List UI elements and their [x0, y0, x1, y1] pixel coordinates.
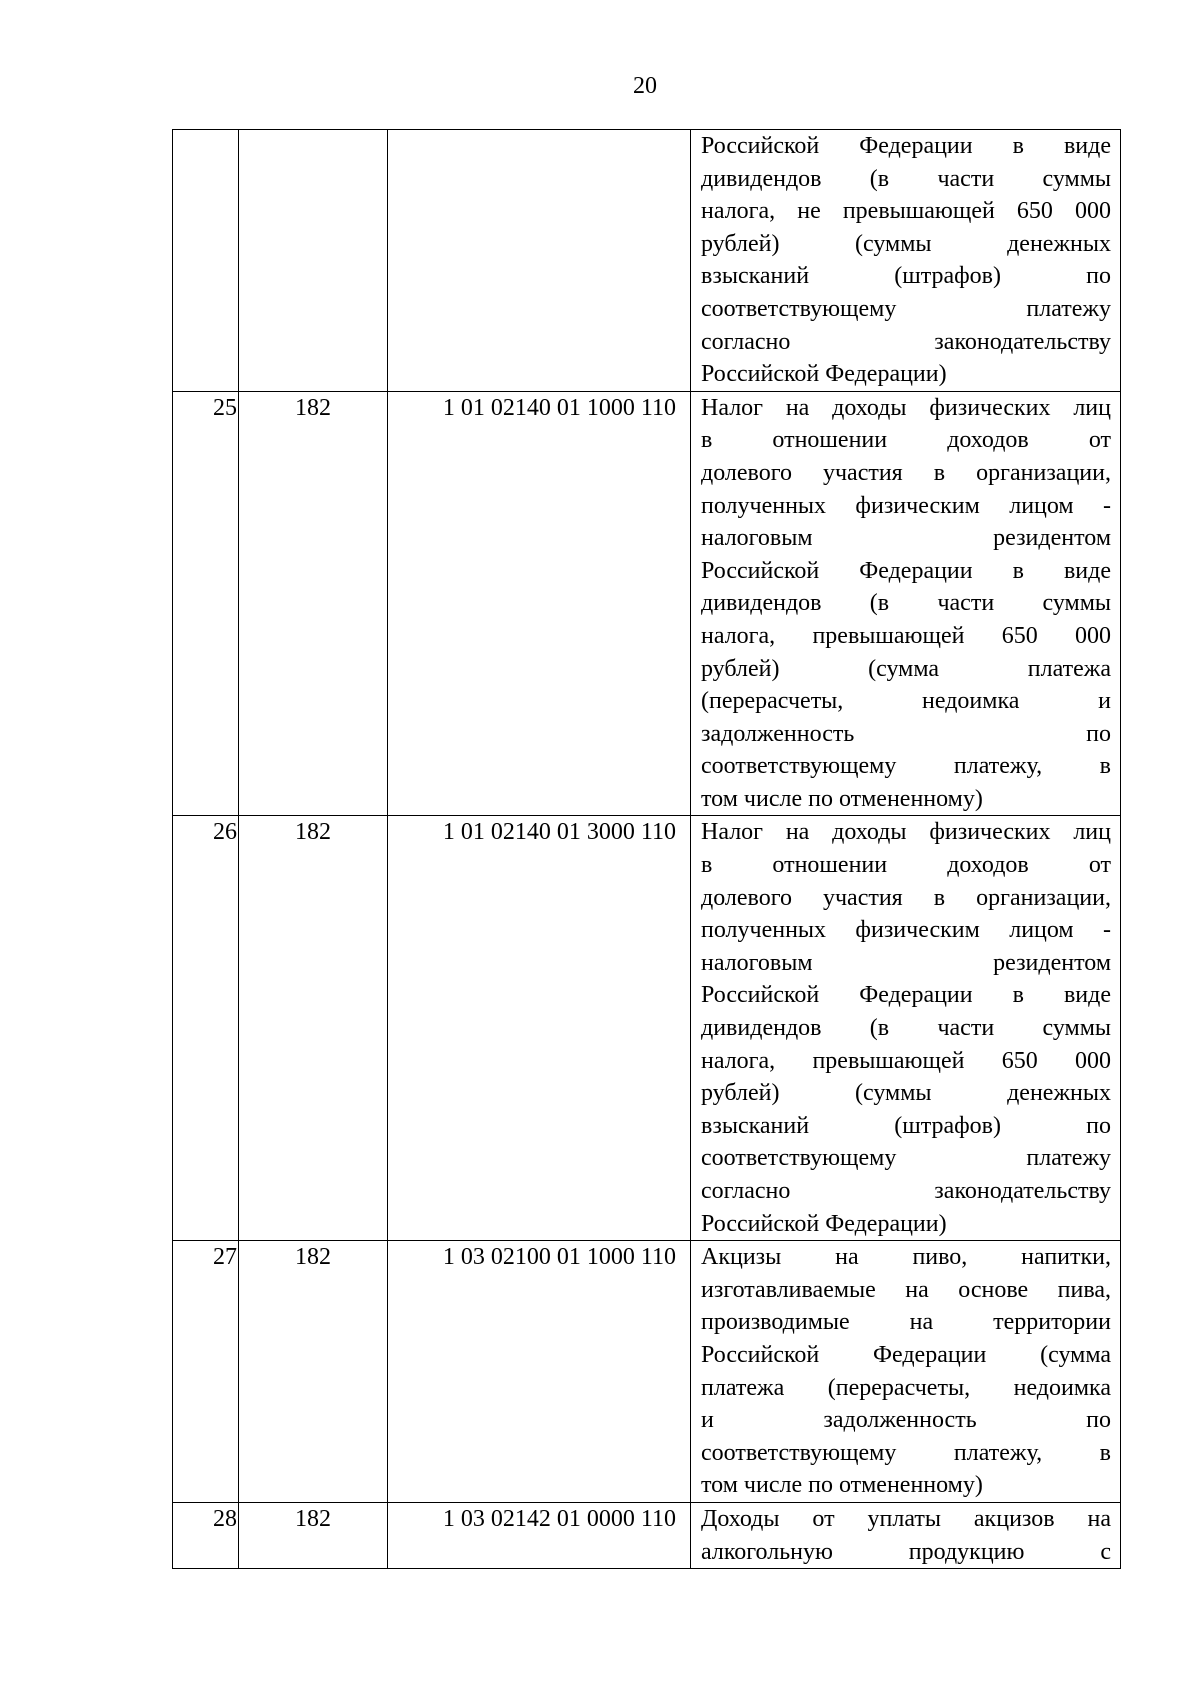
description-line: рублей) (сумма платежа	[701, 655, 1111, 682]
description-line: рублей) (суммы денежных	[701, 1080, 1111, 1107]
description-line: Акцизы на пиво, напитки,	[701, 1244, 1111, 1271]
description-line: соответствующему платежу	[701, 295, 1111, 322]
description-line: рублей) (суммы денежных	[701, 230, 1111, 257]
budget-classification-code-cell: 1 03 02142 01 0000 110	[388, 1502, 691, 1568]
description-line: налоговым резидентом	[701, 525, 1111, 552]
description-line: алкогольную продукцию с	[701, 1538, 1111, 1565]
row-number-cell: 25	[173, 391, 239, 816]
description-line: том числе по отмененному)	[701, 785, 983, 812]
description-line: согласно законодательству	[701, 1178, 1111, 1204]
revenue-codes-table	[172, 129, 1121, 1569]
administrator-code-cell: 182	[239, 1241, 388, 1503]
description-line: Российской Федерации в виде	[701, 982, 1111, 1009]
table-row	[173, 1241, 1121, 1503]
description-line: соответствующему платежу, в	[701, 753, 1111, 780]
description-line: в отношении доходов от	[701, 427, 1111, 454]
budget-classification-code-cell: 1 01 02140 01 3000 110	[388, 816, 691, 1241]
row-number-cell: 28	[173, 1502, 239, 1568]
description-line: Российской Федерации в виде	[701, 133, 1111, 159]
description-line: соответствующему платежу	[701, 1145, 1111, 1172]
description-cell	[691, 391, 1121, 816]
row-number-cell: 27	[173, 1241, 239, 1503]
description-line: соответствующему платежу, в	[701, 1439, 1111, 1466]
administrator-code-cell	[239, 130, 388, 392]
description-line: Российской Федерации в виде	[701, 557, 1111, 584]
description-cell	[691, 816, 1121, 1241]
description-line: взысканий (штрафов) по	[701, 263, 1111, 290]
description-line: дивидендов (в части суммы	[701, 165, 1111, 192]
description-line: налога, не превышающей 650 000	[701, 198, 1111, 225]
budget-classification-code-cell	[388, 130, 691, 392]
description-line: том числе по отмененному)	[701, 1472, 983, 1499]
description-line: в отношении доходов от	[701, 852, 1111, 879]
description-line: налога, превышающей 650 000	[701, 622, 1111, 649]
administrator-code-cell: 182	[239, 391, 388, 816]
description-line: долевого участия в организации,	[701, 884, 1111, 911]
description-line: производимые на территории	[701, 1309, 1111, 1336]
description-line: налога, превышающей 650 000	[701, 1047, 1111, 1074]
description-line: (перерасчеты, недоимка и	[701, 688, 1111, 715]
row-number-cell: 26	[173, 816, 239, 1241]
administrator-code-cell: 182	[239, 1502, 388, 1568]
description-line: согласно законодательству	[701, 328, 1111, 355]
description-line: Российской Федерации (сумма	[701, 1341, 1111, 1368]
description-cell	[691, 1241, 1121, 1503]
description-cell	[691, 1502, 1121, 1568]
table-row	[173, 816, 1121, 1241]
description-line: дивидендов (в части суммы	[701, 590, 1111, 617]
description-line: Доходы от уплаты акцизов на	[701, 1505, 1111, 1532]
budget-classification-code-cell: 1 01 02140 01 1000 110	[388, 391, 691, 816]
description-line: налоговым резидентом	[701, 949, 1111, 976]
description-line: задолженность по	[701, 720, 1111, 747]
description-line: изготавливаемые на основе пива,	[701, 1276, 1111, 1303]
description-line: полученных физическим лицом -	[701, 917, 1111, 944]
budget-classification-code-cell: 1 03 02100 01 1000 110	[388, 1241, 691, 1503]
row-number-cell	[173, 130, 239, 392]
description-line: платежа (перерасчеты, недоимка	[701, 1374, 1111, 1401]
description-line: долевого участия в организации,	[701, 459, 1111, 486]
table-row	[173, 1502, 1121, 1568]
description-line: Российской Федерации)	[701, 361, 947, 388]
page-number: 20	[633, 73, 657, 99]
description-line: Налог на доходы физических лиц	[701, 394, 1111, 421]
description-line: Российской Федерации)	[701, 1210, 947, 1237]
description-cell	[691, 130, 1121, 392]
administrator-code-cell: 182	[239, 816, 388, 1241]
table-row	[173, 391, 1121, 816]
table-row	[173, 130, 1121, 392]
description-line: взысканий (штрафов) по	[701, 1112, 1111, 1139]
description-line: дивидендов (в части суммы	[701, 1015, 1111, 1042]
description-line: Налог на доходы физических лиц	[701, 819, 1111, 846]
description-line: и задолженность по	[701, 1407, 1111, 1434]
description-line: полученных физическим лицом -	[701, 492, 1111, 519]
